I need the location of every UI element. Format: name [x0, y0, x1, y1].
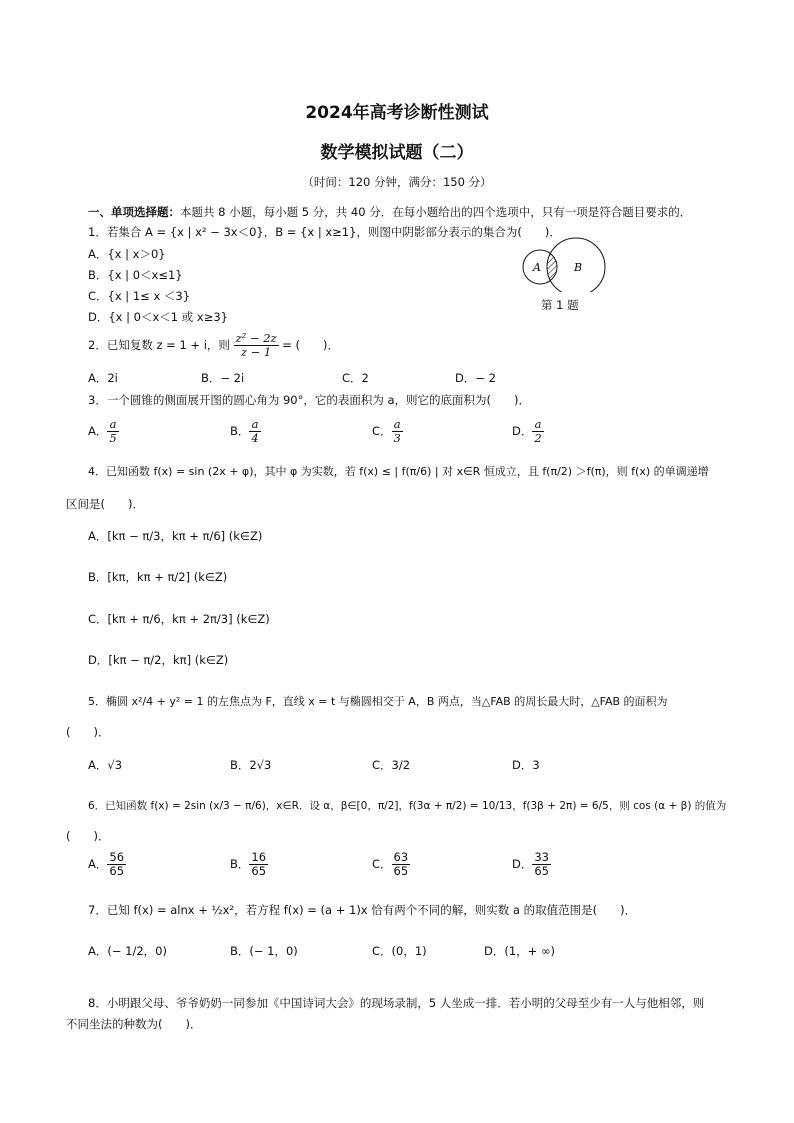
question-2-option-a: A．2i: [88, 371, 118, 385]
venn-diagram: [518, 236, 610, 292]
question-3-option-a: [88, 418, 119, 445]
question-2-option-d: D．− 2: [455, 371, 496, 385]
question-6-option-c: [372, 851, 410, 878]
section-heading-row: [88, 204, 691, 220]
q6-a-den: 65: [109, 864, 125, 878]
question-4-stem-line1: 4．已知函数 f(x) = sin (2x + φ)，其中 φ 为实数，若 f(x) ≤ | f(π/6) | 对 x∈R 恒成立，且 f(π/2) ＞f(π)，则 f(x) 的单调递增: [88, 465, 709, 478]
q2-stem-post: = ( )．: [282, 338, 339, 352]
question-1-stem: 1．若集合 A = {x | x² − 3x＜0}，B = {x | x≥1}，则图中阴影部分表示的集合为( )．: [88, 225, 561, 239]
q2-frac-den: z − 1: [240, 345, 272, 359]
question-5-stem-line1: 5．椭圆 x²/4 + y² = 1 的左焦点为 F，直线 x = t 与椭圆相交于 A，B 两点，当△FAB 的周长最大时，△FAB 的面积为: [88, 695, 668, 708]
question-5-stem-line2: ( )．: [66, 725, 110, 739]
question-5-option-d: D．3: [512, 758, 540, 772]
q3-c-num: a: [392, 418, 403, 432]
label-a: A: [533, 261, 541, 274]
question-4-option-c: C．[kπ + π/6，kπ + 2π/3] (k∈Z): [88, 612, 270, 626]
q6-d-num: 33: [534, 850, 549, 864]
question-2-option-c: C．2: [342, 371, 369, 385]
question-1-option-d: D．{x | 0＜x＜1 或 x≥3}: [88, 310, 228, 324]
q3-c-den: 3: [393, 431, 401, 445]
question-2-stem: [88, 332, 339, 359]
q6-b-den: 65: [251, 864, 267, 878]
question-7-stem: 7．已知 f(x) = alnx + ½x²，若方程 f(x) = (a + 1)x 恰有两个不同的解，则实数 a 的取值范围是( )．: [88, 903, 637, 917]
q3-a-den: 5: [109, 431, 117, 445]
question-7-option-b: B．(− 1，0): [230, 944, 298, 958]
q6-c-den: 65: [393, 864, 409, 878]
q6-letter-c: C．: [372, 857, 392, 871]
question-7-option-d: D．(1，+ ∞): [484, 944, 556, 958]
exam-timing: （时间：120 分钟，满分：150 分）: [302, 175, 492, 189]
question-6-option-b: [230, 851, 268, 878]
section-description: 本题共 8 小题，每小题 5 分，共 40 分．在每小题给出的四个选项中，只有一项是符合题目要求的．: [180, 205, 692, 219]
question-1-option-b: B．{x | 0＜x≤1}: [88, 268, 183, 282]
question-8-stem-line2: 不同坐法的种数为( )．: [66, 1017, 202, 1031]
question-4-option-a: A．[kπ − π/3，kπ + π/6] (k∈Z): [88, 529, 263, 543]
q2-frac-num: z² − 2z: [235, 331, 277, 345]
q3-letter-c: C．: [372, 424, 392, 438]
question-6-option-a: [88, 851, 126, 878]
question-6-stem-line2: ( )．: [66, 829, 110, 843]
q3-b-num: a: [249, 418, 260, 432]
question-3-stem: 3．一个圆锥的侧面展开图的圆心角为 90°，它的表面积为 a，则它的底面积为( )．: [88, 393, 531, 407]
question-6-option-d: [512, 851, 551, 878]
question-7-option-c: C．(0，1): [372, 944, 427, 958]
q6-letter-b: B．: [230, 857, 250, 871]
q3-d-num: a: [532, 418, 543, 432]
q6-letter-a: A．: [88, 857, 108, 871]
question-8-stem-line1: 8．小明跟父母、爷爷奶奶一同参加《中国诗词大会》的现场录制，5 人坐成一排．若小明的父母至少有一人与他相邻，则: [88, 996, 705, 1010]
question-2-option-b: B．− 2i: [201, 371, 245, 385]
question-3-option-b: [230, 418, 261, 445]
q3-d-den: 2: [534, 431, 542, 445]
question-3-option-d: [512, 418, 544, 445]
question-6-stem-line1: 6．已知函数 f(x) = 2sin (x/3 − π/6)，x∈R．设 α，β∈[0，π/2]，f(3α + π/2) = 10/13，f(3β + 2π) = 6/5，则 cos (α + β) 的值为: [88, 800, 727, 812]
q2-stem-pre: 2．已知复数 z = 1 + i，则: [88, 338, 230, 352]
question-4-option-d: D．[kπ − π/2，kπ] (k∈Z): [88, 653, 229, 667]
figure-caption: 第 1 题: [541, 298, 579, 312]
q6-c-num: 63: [393, 850, 409, 864]
question-7-option-a: A．(− 1/2，0): [88, 944, 167, 958]
q6-d-den: 65: [534, 864, 549, 878]
q3-b-den: 4: [251, 431, 259, 445]
question-1-option-c: C．{x | 1≤ x ＜3}: [88, 289, 191, 303]
question-5-option-b: B．2√3: [230, 758, 272, 772]
question-5-option-c: C．3/2: [372, 758, 411, 772]
q6-b-num: 16: [251, 850, 267, 864]
q6-letter-d: D．: [512, 857, 533, 871]
q3-a-num: a: [107, 418, 118, 432]
q3-letter-d: D．: [512, 424, 533, 438]
page-title: 2024年高考诊断性测试: [305, 103, 489, 123]
label-b: B: [574, 261, 583, 274]
question-3-option-c: [372, 418, 403, 445]
section-heading: 一、单项选择题：: [88, 205, 180, 219]
question-1-option-a: A．{x | x＞0}: [88, 247, 166, 261]
question-5-option-a: A．√3: [88, 758, 123, 772]
page-subtitle: 数学模拟试题（二）: [320, 143, 474, 163]
q3-letter-a: A．: [88, 424, 108, 438]
question-4-option-b: B．[kπ，kπ + π/2] (k∈Z): [88, 570, 228, 584]
question-4-stem-line2: 区间是( )．: [66, 497, 144, 511]
q6-a-num: 56: [109, 850, 125, 864]
q3-letter-b: B．: [230, 424, 250, 438]
q2-fraction: [234, 332, 279, 359]
